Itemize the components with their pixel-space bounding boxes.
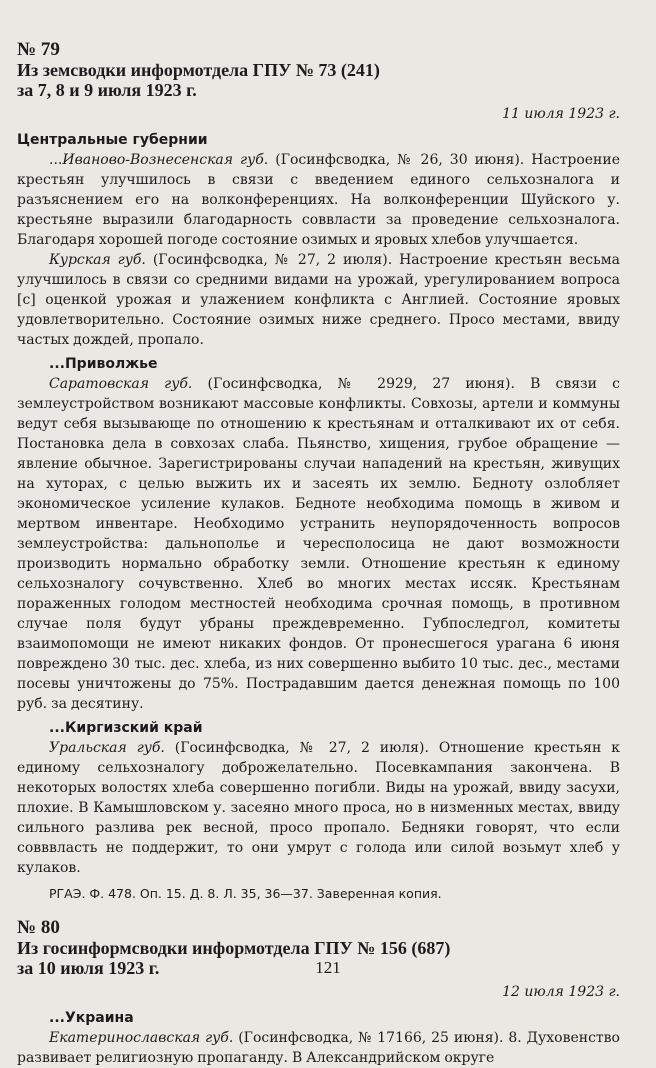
place-name: Уральская губ. <box>49 740 165 756</box>
section-heading: ...Киргизский край <box>49 720 203 736</box>
place-name: Курская губ. <box>49 252 146 268</box>
paragraph-ivanovo <box>17 150 620 250</box>
section-heading: Центральные губернии <box>17 132 208 148</box>
doc-80-title-line-1: Из госинформсводки информотдела ГПУ № 156 (687) <box>17 938 451 958</box>
page-number: 121 <box>315 958 341 977</box>
paragraph-ekaterinoslav <box>17 1028 620 1068</box>
doc-80-number: № 80 <box>17 917 60 938</box>
paragraph-text: (Госинфсводка, № 17166, 25 июня). 8. Духовенство развивает религиозную пропаганду. В Александрийском округе <box>17 1030 620 1066</box>
section-central <box>17 130 620 350</box>
place-name: Саратовская губ. <box>49 376 193 392</box>
place-name: Иваново-Вознесенская губ. <box>62 152 269 168</box>
place-name: Екатеринославская губ. <box>49 1030 234 1046</box>
section-volga <box>17 354 620 714</box>
section-kirghiz <box>17 718 620 878</box>
paragraph-text: (Госинфсводка, № 27, 2 июля). Отношение крестьян к единому сельхозналогу доброжелательно. Посевкампания закончена. В некоторых волостях хлеба совершенно погибли. Виды на урожай, ввиду засухи, плохие. В Камышловском у. засеяно много проса, но в низменных местах, ввиду сильного разлива рек весной, просо пропало. Бедняки говорят, что если совввласть не поддержит, то они умрут с голода или силой возьмут хлеб у кулаков. <box>17 740 621 876</box>
spacer <box>17 904 620 918</box>
archive-reference: РГАЭ. Ф. 478. Оп. 15. Д. 8. Л. 35, 36—37. Заверенная копия. <box>49 886 442 901</box>
paragraph-saratov <box>17 374 620 714</box>
doc-80-date: 12 июля 1923 г. <box>502 984 620 1000</box>
doc-80 <box>17 918 620 1068</box>
paragraph-kursk <box>17 250 620 350</box>
paragraph-text: (Госинфсводка, № 2929, 27 июня). В связи с землеустройством возникают массовые конфликты. Совхозы, артели и коммуны ведут себя вызывающе по отношению к крестьянам и отталкивают их от себя. Постановка дела в совхозах слаба. Пьянство, хищения, грубое обращение — явление обычное. Зарегистрированы случаи нападений на крестьян, живущих на хуторах, с целью выжить их и засеять их землю. Бедноту озлобляет экономическое усиление кулаков. Бедноте необходима помощь в живом и мертвом инвентаре. Необходимо устранить неупорядоченность вопросов землеустройства: дальнополье и чересполосица не дают возможности производить нормально обработку земли. Отношение крестьян к единому сельхозналогу сочувственно. Хлеб во многих местах иссяк. Крестьянам пораженных голодом местностей необходима срочная помощь, в противном случае поля будут убраны преждевременно. Губпоследгол, комитеты взаимопомощи не имеют никаких фондов. От пронесшегося урагана 6 июня повреждено 30 тыс. дес. хлеба, из них совершенно выбито 10 тыс. дес., местами посевы уничтожены до 75%. Пострадавшим дается денежная помощь по 100 руб. за десятину. <box>17 376 620 712</box>
paragraph-text: (Госинфсводка, № 26, 30 июня). Настроение крестьян улучшилось в связи с введением единого сельхозналога и разъяснением его на волконференциях. На волконференции Шуйского у. крестьяне выразили благодарность соввласти за проведение сельхозналога. Благодаря хорошей погоде состояние озимых и яровых хлебов улучшается. <box>17 152 621 248</box>
doc-79-number: № 79 <box>17 39 60 60</box>
doc-79-title-line-1: Из земсводки информотдела ГПУ № 73 (241) <box>17 60 380 80</box>
doc-79-title-line-2: за 7, 8 и 9 июля 1923 г. <box>17 80 197 100</box>
doc-79-date: 11 июля 1923 г. <box>502 106 620 122</box>
paragraph-text: (Госинфсводка, № 27, 2 июля). Настроение крестьян весьма улучшилось в связи со средними видами на урожай, урегулированием вопроса [с] оценкой урожая и улажением конфликта с Англией. Состояние яровых удовлетворительно. Состояние озимых ниже среднего. Просо местами, ввиду частых дождей, пропало. <box>17 252 620 348</box>
section-heading: ...Украина <box>49 1010 134 1026</box>
section-heading: ...Приволжье <box>49 356 158 372</box>
paragraph-uralsk <box>17 738 620 878</box>
doc-79 <box>17 40 620 904</box>
paragraph-prefix: ... <box>49 152 63 168</box>
doc-80-title-line-2: за 10 июля 1923 г. <box>17 958 160 978</box>
